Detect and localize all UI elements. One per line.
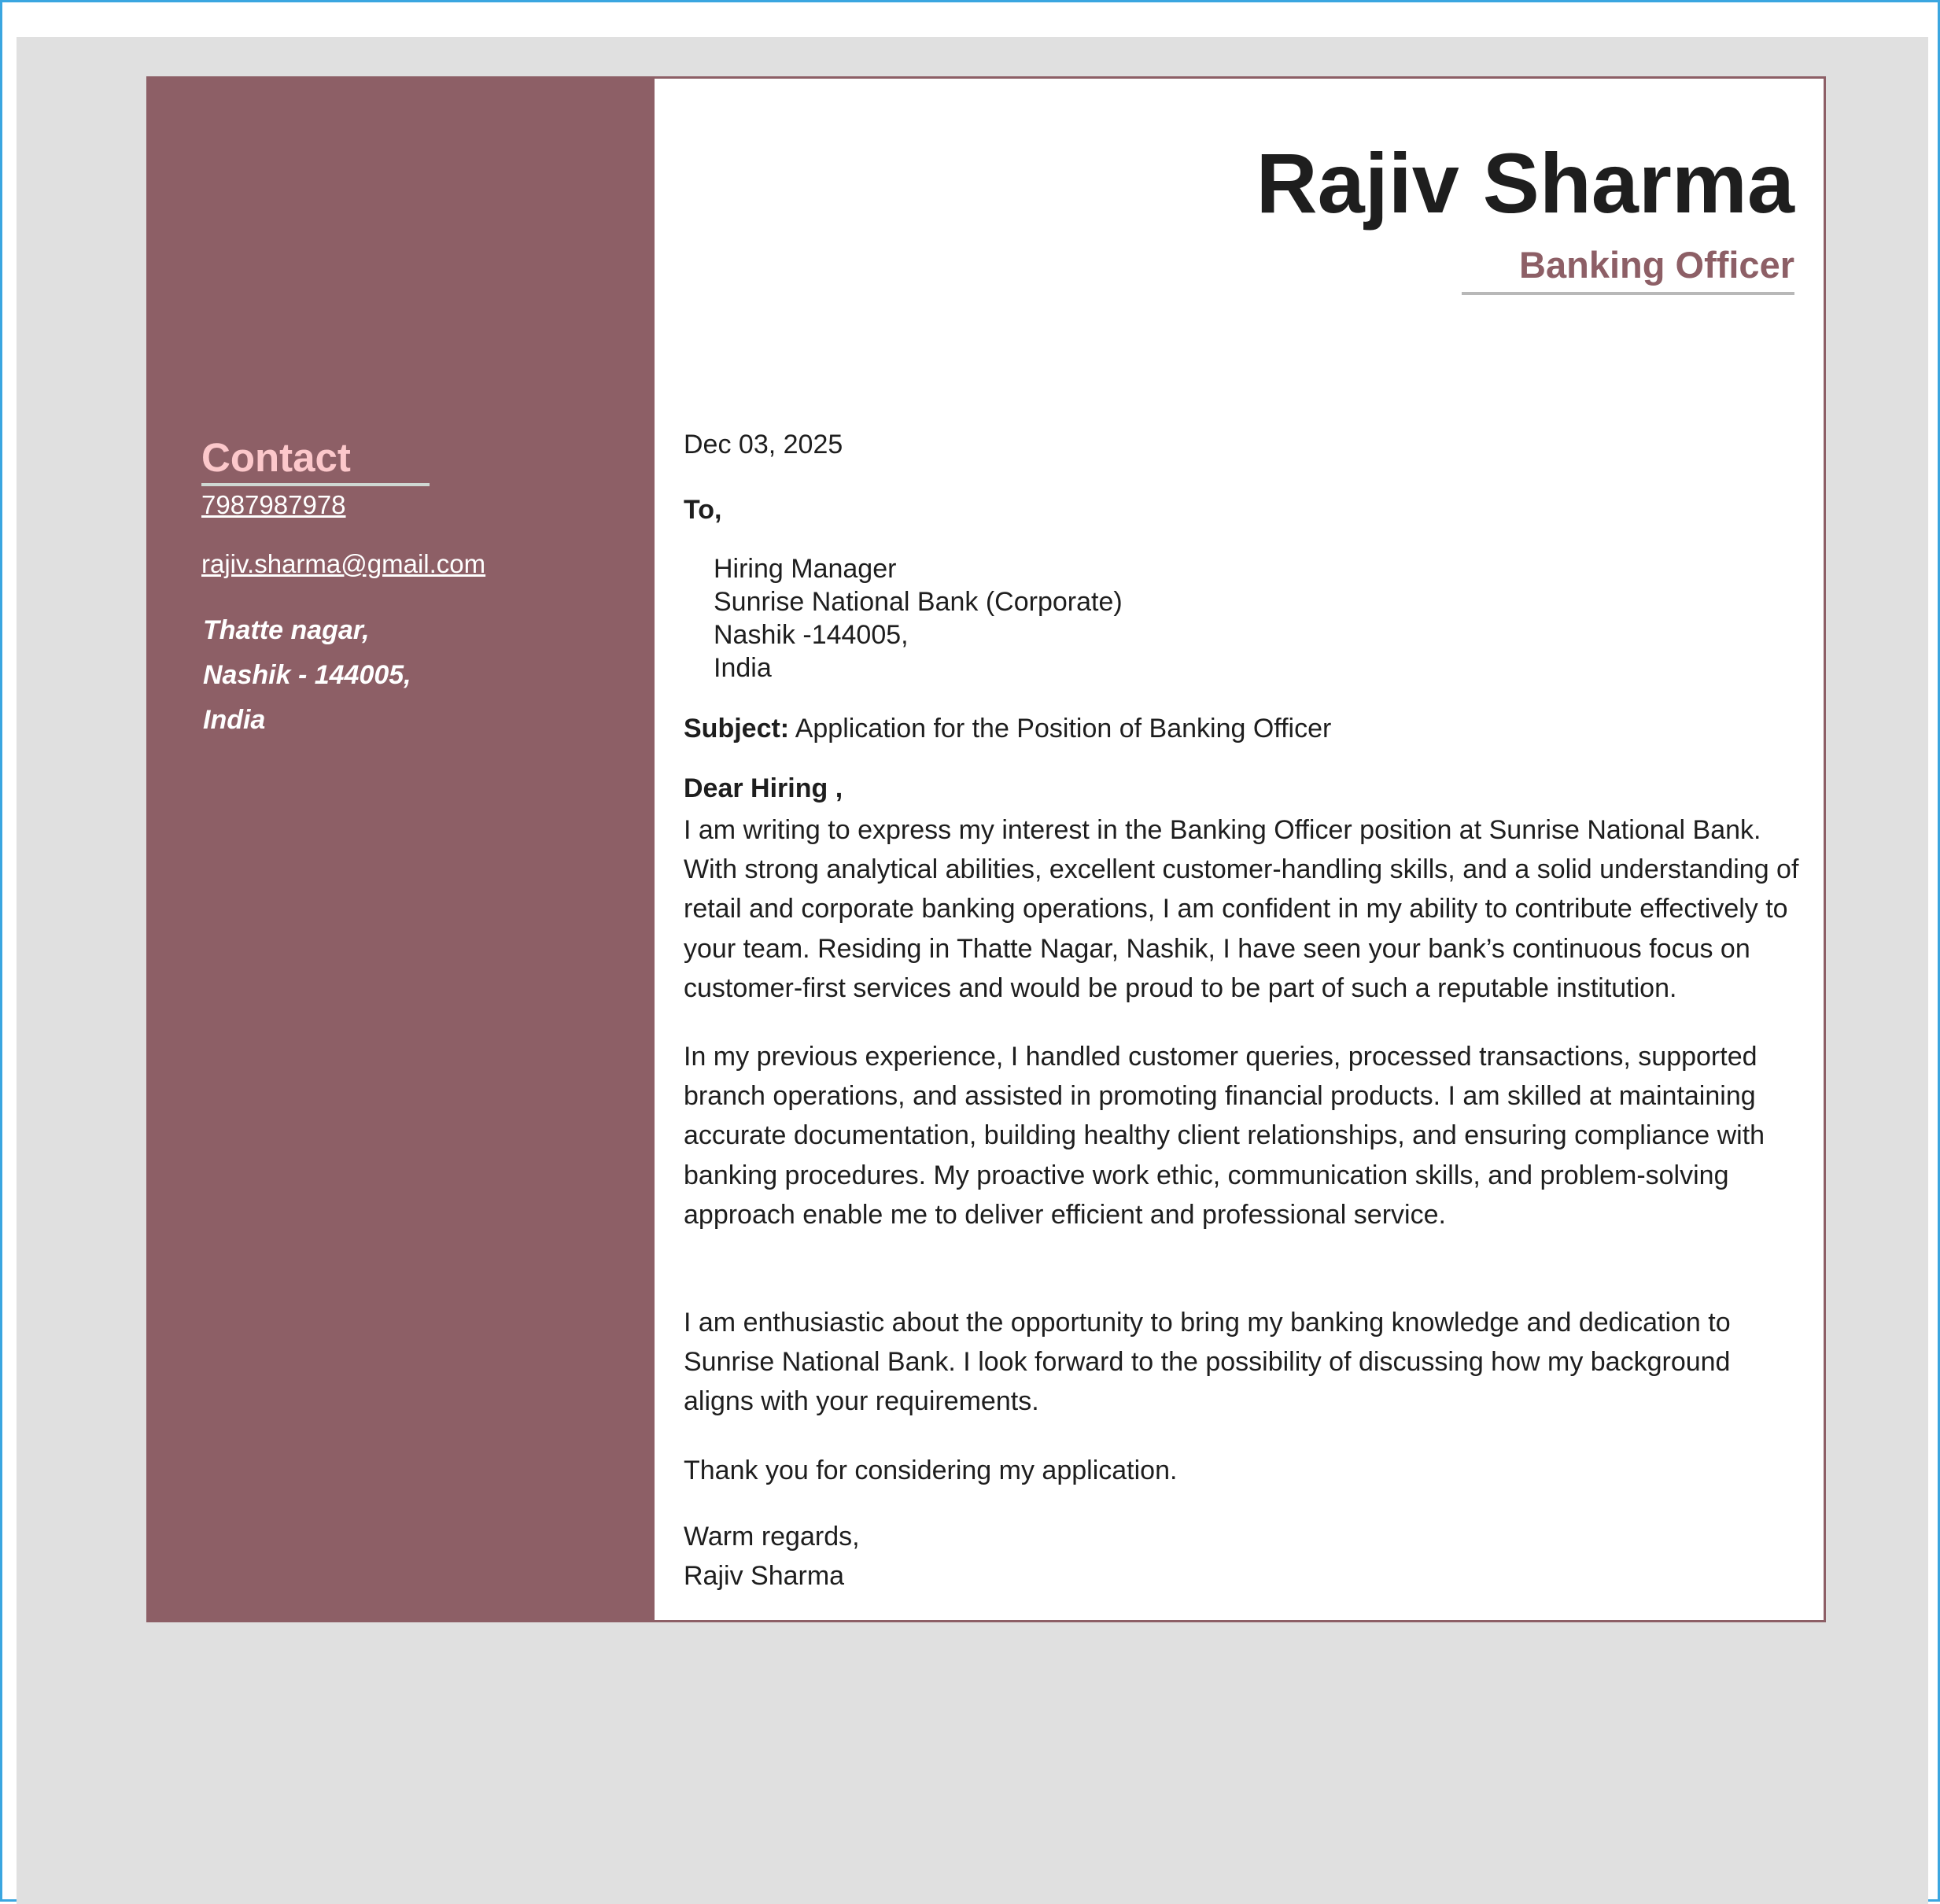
- cover-letter-page: [146, 76, 1826, 1622]
- recipient-line-3: Nashik -144005,: [714, 620, 909, 650]
- contact-sidebar: [149, 79, 655, 1622]
- applicant-name: Rajiv Sharma: [1256, 135, 1794, 231]
- subject-line: [684, 711, 1331, 746]
- paragraph-1: I am writing to express my interest in the Banking Officer position at Sunrise National Bank. With strong analytical abilities, excellent customer-handling skills, and a solid understanding of retail and corporate banking operations, I am confident in my ability to contribute effectively to your team. Residing in Thatte Nagar, Nashik, I have seen your bank’s continuous focus on customer-first services and would be proud to be part of such a reputable institution.: [684, 815, 1799, 1003]
- address-line-3: India: [203, 705, 266, 735]
- paragraph-3: I am enthusiastic about the opportunity to bring my banking knowledge and dedication to Sunrise National Bank. I look forward to the possibility of discussing how my background aligns with your requirements.: [684, 1308, 1731, 1417]
- subject-label: Subject:: [684, 714, 790, 744]
- letter-main: [655, 79, 1826, 1622]
- email-link[interactable]: rajiv.sharma@gmail.com: [201, 549, 486, 578]
- signature: Rajiv Sharma: [684, 1561, 845, 1591]
- to-label: To,: [684, 495, 722, 525]
- paragraph-4: Thank you for considering my application.: [684, 1456, 1178, 1485]
- contact-heading: Contact: [201, 433, 430, 486]
- phone-link[interactable]: 7987987978: [201, 490, 346, 519]
- job-title: Banking Officer: [1462, 242, 1794, 295]
- closing: Warm regards,: [684, 1522, 860, 1552]
- address-line-1: Thatte nagar,: [203, 615, 370, 645]
- subject-text: Application for the Position of Banking Officer: [789, 714, 1332, 744]
- salutation: Dear Hiring ,: [684, 773, 843, 803]
- recipient-line-2: Sunrise National Bank (Corporate): [714, 587, 1123, 617]
- letter-date: Dec 03, 2025: [684, 430, 843, 459]
- document-canvas: [17, 37, 1928, 1904]
- paragraph-2: In my previous experience, I handled customer queries, processed transactions, supported branch operations, and assisted in promoting financial products. I am skilled at maintaining accurate documentation, building healthy client relationships, and ensuring compliance with banking procedures. My proactive work ethic, communication skills, and problem-solving approach enable me to deliver efficient and professional service.: [684, 1042, 1765, 1230]
- address-line-2: Nashik - 144005,: [203, 660, 411, 690]
- recipient-line-4: India: [714, 653, 772, 683]
- recipient-line-1: Hiring Manager: [714, 554, 897, 584]
